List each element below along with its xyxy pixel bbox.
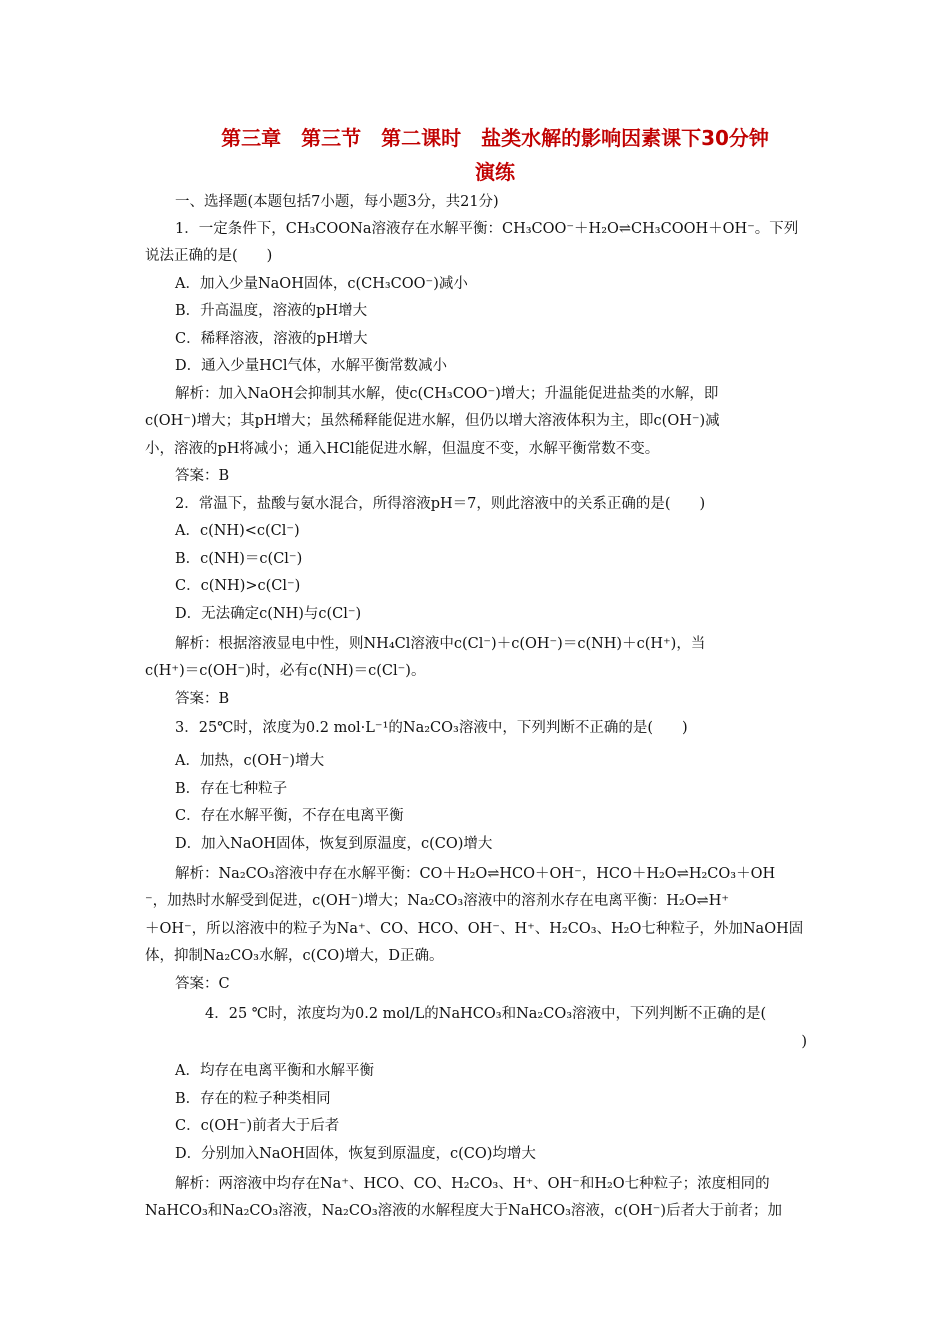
q2-option-c: C．c(NH)>c(Cl⁻) (175, 578, 301, 594)
section-heading: 一、选择题(本题包括7小题，每小题3分，共21分) (175, 194, 499, 210)
q1-stem-continued: 说法正确的是( ) (145, 248, 273, 264)
q4-stem-continued: ) (801, 1034, 807, 1050)
q4-option-c: C．c(OH⁻)前者大于后者 (175, 1118, 340, 1134)
q1-explanation-line3: 小，溶液的pH将减小；通入HCl能促进水解，但温度不变，水解平衡常数不变。 (145, 441, 660, 457)
q3-explanation: 解析：Na₂CO₃溶液中存在水解平衡：CO＋H₂O⇌HCO＋OH⁻，HCO＋H₂O⇌H₂CO₃＋OH (175, 866, 776, 882)
q4-stem: 4．25 ℃时，浓度均为0.2 mol/L的NaHCO₃和Na₂CO₃溶液中，下列判断不正确的是( (205, 1006, 767, 1022)
q3-option-d: D．加入NaOH固体，恢复到原温度，c(CO)增大 (175, 836, 493, 852)
q3-explanation-line4: 体，抑制Na₂CO₃水解，c(CO)增大，D正确。 (145, 948, 444, 964)
q3-option-c: C．存在水解平衡，不存在电离平衡 (175, 808, 404, 824)
q1-option-b: B．升高温度，溶液的pH增大 (175, 303, 368, 319)
q3-option-b: B．存在七种粒子 (175, 781, 288, 797)
page-title: 第三章 第三节 第二课时 盐类水解的影响因素课下30分钟 (221, 126, 769, 150)
q1-stem: 1．一定条件下，CH₃COONa溶液存在水解平衡：CH₃COO⁻＋H₂O⇌CH₃COOH＋OH⁻。下列 (175, 221, 799, 237)
q3-answer: 答案：C (175, 976, 230, 992)
q2-option-b: B．c(NH)＝c(Cl⁻) (175, 551, 303, 567)
q2-option-a: A．c(NH)<c(Cl⁻) (175, 523, 300, 539)
q1-option-c: C．稀释溶液，溶液的pH增大 (175, 331, 368, 347)
q2-stem: 2．常温下，盐酸与氨水混合，所得溶液pH＝7，则此溶液中的关系正确的是( ) (175, 496, 706, 512)
q2-answer: 答案：B (175, 691, 230, 707)
q1-option-a: A．加入少量NaOH固体，c(CH₃COO⁻)减小 (175, 276, 468, 292)
q3-explanation-line2: ⁻，加热时水解受到促进，c(OH⁻)增大；Na₂CO₃溶液中的溶剂水存在电离平衡：H₂O⇌H⁺ (145, 893, 730, 909)
q4-explanation: 解析：两溶液中均存在Na⁺、HCO、CO、H₂CO₃、H⁺、OH⁻和H₂O七种粒子；浓度相同的 (175, 1176, 770, 1192)
q4-option-a: A．均存在电离平衡和水解平衡 (175, 1063, 374, 1079)
q4-option-b: B．存在的粒子种类相同 (175, 1091, 331, 1107)
q1-explanation-line2: c(OH⁻)增大；其pH增大；虽然稀释能促进水解，但仍以增大溶液体积为主，即c(OH⁻)减 (145, 413, 720, 429)
q1-explanation: 解析：加入NaOH会抑制其水解，使c(CH₃COO⁻)增大；升温能促进盐类的水解，即 (175, 386, 719, 402)
q2-explanation: 解析：根据溶液显电中性，则NH₄Cl溶液中c(Cl⁻)＋c(OH⁻)＝c(NH)＋c(H⁺)，当 (175, 636, 706, 652)
q2-explanation-line2: c(H⁺)＝c(OH⁻)时，必有c(NH)＝c(Cl⁻)。 (145, 663, 426, 679)
page-title-continued: 演练 (475, 160, 515, 184)
q2-option-d: D．无法确定c(NH)与c(Cl⁻) (175, 606, 362, 622)
q1-option-d: D．通入少量HCl气体，水解平衡常数减小 (175, 358, 448, 374)
q3-option-a: A．加热，c(OH⁻)增大 (175, 753, 325, 769)
q4-explanation-line2: NaHCO₃和Na₂CO₃溶液，Na₂CO₃溶液的水解程度大于NaHCO₃溶液，c(OH⁻)后者大于前者；加 (145, 1203, 783, 1219)
q4-option-d: D．分别加入NaOH固体，恢复到原温度，c(CO)均增大 (175, 1146, 536, 1162)
q3-explanation-line3: ＋OH⁻，所以溶液中的粒子为Na⁺、CO、HCO、OH⁻、H⁺、H₂CO₃、H₂O七种粒子，外加NaOH固 (145, 921, 804, 937)
q3-stem: 3．25℃时，浓度为0.2 mol·L⁻¹的Na₂CO₃溶液中，下列判断不正确的是( ) (175, 720, 688, 736)
q1-answer: 答案：B (175, 468, 230, 484)
